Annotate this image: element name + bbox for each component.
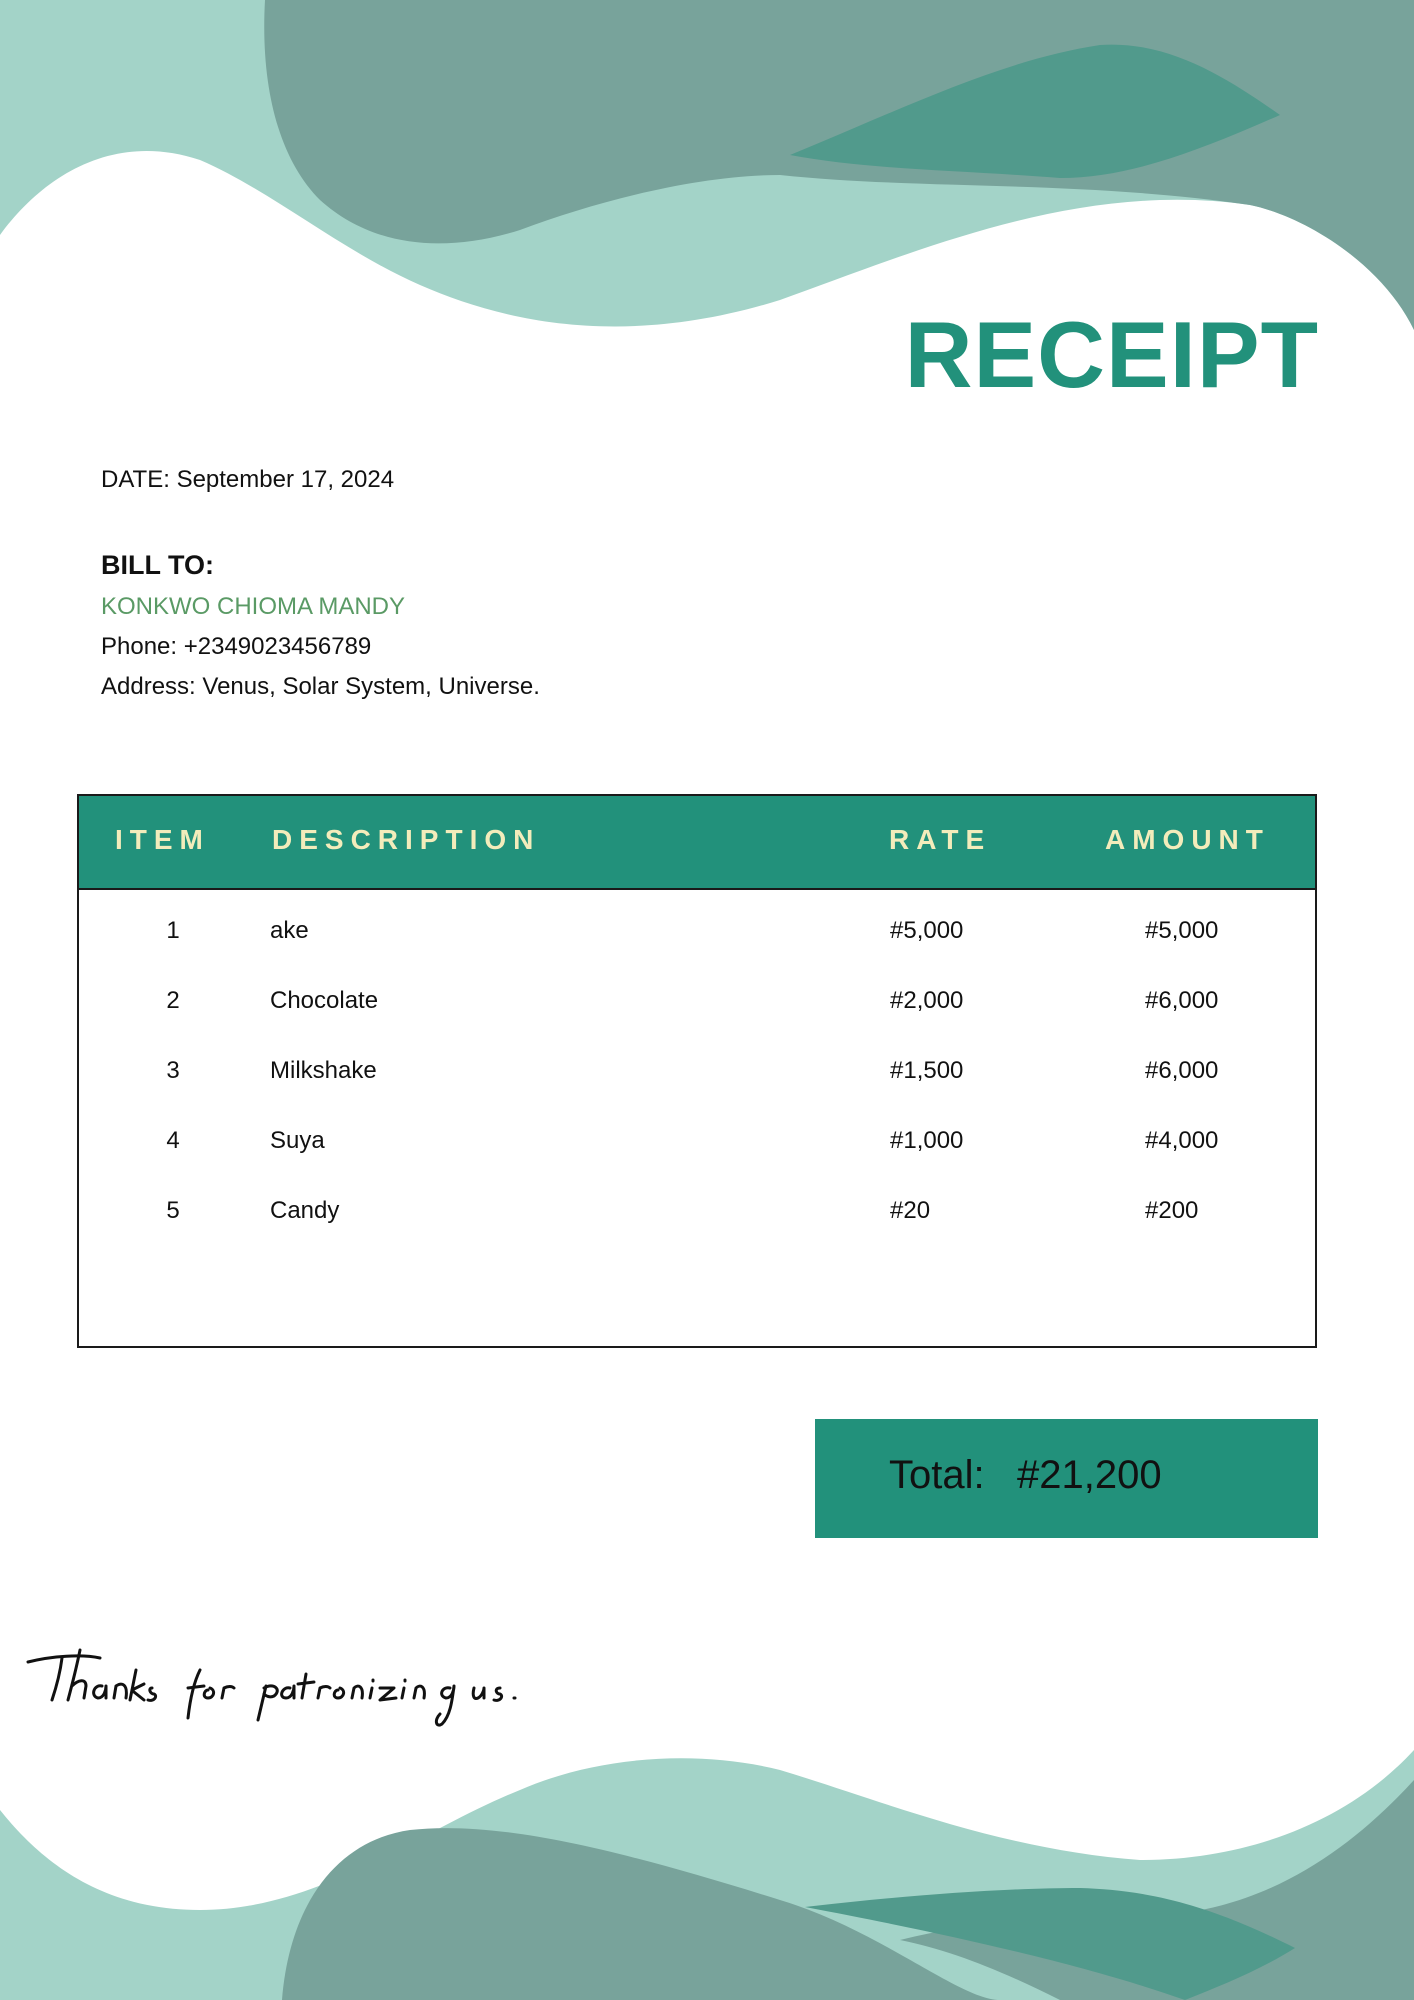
table-row [79,1051,1315,1091]
column-header-amount: AMOUNT [1105,824,1270,855]
item-amount: #200 [1145,1197,1199,1224]
item-description: Milkshake [270,1057,377,1084]
items-table [77,794,1317,1348]
item-description: ake [270,917,309,944]
column-header-item: ITEM [115,824,210,855]
total-label: Total: [889,1453,985,1497]
item-rate: #1,500 [890,1057,964,1084]
bill-to-heading: BILL TO: [101,550,214,580]
top-wave-decoration [0,0,1414,340]
item-rate: #2,000 [890,987,964,1014]
total-box [815,1419,1318,1538]
item-rate: #5,000 [890,917,964,944]
item-amount: #4,000 [1145,1127,1219,1154]
item-description: Chocolate [270,987,379,1014]
bill-to-section [101,550,540,713]
item-rate: #20 [890,1197,931,1224]
table-row [79,1121,1315,1161]
table-row [79,981,1315,1021]
total-value: #21,200 [1017,1453,1162,1497]
item-number: 4 [166,1127,180,1154]
item-amount: #6,000 [1145,987,1219,1014]
customer-phone: Phone: +2349023456789 [101,633,372,660]
item-number: 1 [166,917,180,944]
item-amount: #5,000 [1145,917,1219,944]
receipt-date: DATE: September 17, 2024 [101,466,395,493]
item-rate: #1,000 [890,1127,964,1154]
item-number: 3 [166,1057,180,1084]
item-description: Suya [270,1127,325,1154]
table-header [79,796,1315,890]
item-amount: #6,000 [1145,1057,1219,1084]
receipt-title: RECEIPT [904,302,1319,407]
customer-address: Address: Venus, Solar System, Universe. [101,673,540,700]
table-row [79,1191,1315,1231]
item-description: Candy [270,1197,340,1224]
table-row [79,911,1315,951]
item-number: 5 [166,1197,180,1224]
bottom-wave-decoration [0,1720,1414,2000]
customer-name: KONKWO CHIOMA MANDY [101,593,406,620]
column-header-description: DESCRIPTION [272,824,541,855]
column-header-rate: RATE [889,824,992,855]
item-number: 2 [166,987,180,1014]
